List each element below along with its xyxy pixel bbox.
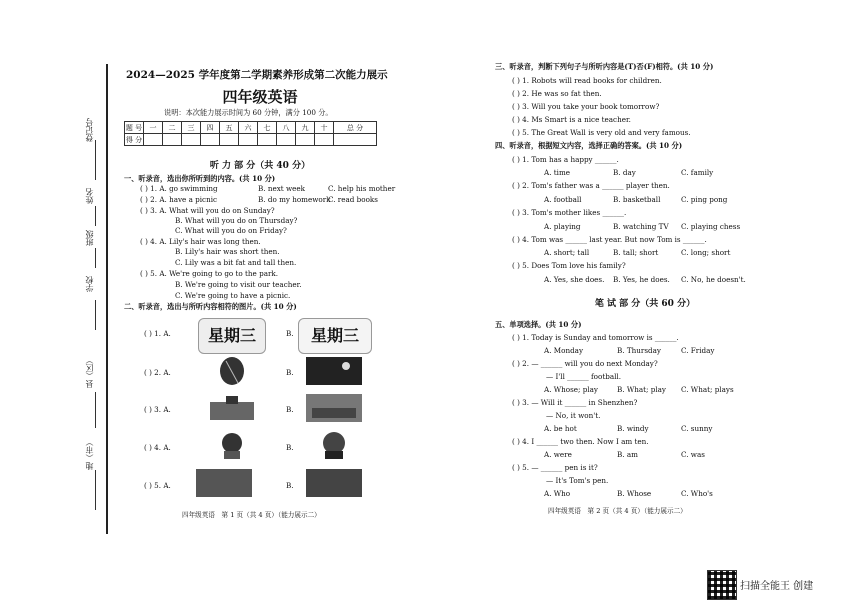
option-c[interactable]: C. family <box>681 168 714 177</box>
score-input[interactable] <box>201 134 220 146</box>
option-c[interactable]: C. No, he doesn't. <box>681 275 746 284</box>
question-text: ( ) 1. A. go swimming <box>140 184 218 193</box>
option-a[interactable]: A. Whose; play <box>544 385 598 394</box>
scanner-watermark: 扫描全能王 创建 <box>740 581 814 592</box>
tf-item: ( ) 1. Robots will read books for children. <box>512 76 662 85</box>
question-text: ( ) 5. A. We're going to go to the park. <box>140 269 279 278</box>
scene-background <box>196 469 252 497</box>
classroom-picture[interactable] <box>306 394 362 422</box>
head-shape <box>323 432 345 454</box>
scene-background <box>306 469 362 497</box>
option-c[interactable]: C. was <box>681 450 705 459</box>
question-text: ( ) 3. Tom's mother likes ______. <box>512 208 627 217</box>
score-input[interactable] <box>315 134 334 146</box>
question-text: ( ) 2. Tom's father was a ______ player then. <box>512 181 670 190</box>
score-table <box>124 121 377 146</box>
question-text: ( ) 5. Does Tom love his family? <box>512 261 626 270</box>
score-cell: 三 <box>182 122 201 134</box>
tf-item: ( ) 5. The Great Wall is very old and very famous. <box>512 128 691 137</box>
qr-code-icon <box>707 570 737 600</box>
margin-label-name: 姓名 <box>85 188 94 204</box>
option-b[interactable]: B. windy <box>617 424 649 433</box>
school-building-picture[interactable] <box>204 394 260 422</box>
margin-blank <box>95 206 96 226</box>
score-input[interactable] <box>144 134 163 146</box>
option-c[interactable]: C. Friday <box>681 346 715 355</box>
option-a[interactable]: A. time <box>544 168 571 177</box>
picture-question: ( ) 3. A. <box>144 405 171 414</box>
score-input[interactable] <box>220 134 239 146</box>
margin-blank <box>95 248 96 268</box>
body-shape <box>325 451 343 459</box>
option-b[interactable]: B. Thursday <box>617 346 661 355</box>
scene-background <box>306 357 362 385</box>
picture-question: ( ) 1. A. <box>144 329 171 338</box>
option-c[interactable]: C. sunny <box>681 424 713 433</box>
option-b[interactable]: B. Whose <box>617 489 652 498</box>
people-picture[interactable] <box>196 469 252 497</box>
score-input[interactable] <box>182 134 201 146</box>
question-text: ( ) 4. I ______ two then. Now I am ten. <box>512 437 649 446</box>
body-shape <box>224 451 240 459</box>
boy-picture[interactable] <box>204 431 260 459</box>
option-b[interactable]: B. What will you do on Thursday? <box>175 216 298 225</box>
written-heading: 笔 试 部 分（共 60 分） <box>594 299 696 309</box>
desk-shape <box>312 408 356 418</box>
picture-question: ( ) 4. A. <box>144 443 171 452</box>
question-text: ( ) 2. — ______ will you do next Monday? <box>512 359 658 368</box>
score-input[interactable] <box>334 134 377 146</box>
margin-label-school: 学校 <box>85 276 94 292</box>
option-b-label: B. <box>286 405 294 414</box>
page-1-footer: 四年级英语 第 1 页（共 4 页）（能力展示二） <box>182 511 321 519</box>
margin-blank <box>95 392 96 428</box>
option-c[interactable]: C. What will you do on Friday? <box>175 226 287 235</box>
question-text: ( ) 1. Today is Sunday and tomorrow is ______. <box>512 333 679 342</box>
margin-label-class: 班级 <box>85 230 94 246</box>
option-b[interactable]: B. day <box>613 168 636 177</box>
score-input[interactable] <box>239 134 258 146</box>
question-text: ( ) 2. A. have a picnic <box>140 195 218 204</box>
night-scene-picture[interactable] <box>306 357 362 385</box>
score-cell: 题 号 <box>125 123 143 132</box>
wednesday-card-a[interactable]: 星期三 <box>198 318 266 354</box>
option-c[interactable]: C. Lily was a bit fat and tall then. <box>175 258 297 267</box>
option-c[interactable]: C. ping pong <box>681 195 728 204</box>
question-text: ( ) 3. A. What will you do on Sunday? <box>140 206 275 215</box>
question-text: — It's Tom's pen. <box>546 476 609 485</box>
picture-question: ( ) 5. A. <box>144 481 171 490</box>
exam-note: 说明：本次能力展示时间为 60 分钟，满分 100 分。 <box>164 108 333 117</box>
margin-label-city: 地（市） <box>85 438 94 470</box>
head-shape <box>222 433 242 453</box>
score-input[interactable] <box>296 134 315 146</box>
option-c[interactable]: C. read books <box>328 195 378 204</box>
option-b[interactable]: B. We're going to visit our teacher. <box>175 280 302 289</box>
option-a[interactable]: A. Monday <box>544 346 584 355</box>
section-4-heading: 四、听录音，根据短文内容，选择正确的答案。(共 10 分) <box>495 141 683 150</box>
exam-title: 2024—2025 学年度第二学期素养形成第二次能力展示 <box>126 69 388 81</box>
score-cell: 五 <box>220 122 239 134</box>
question-text: — No, it won't. <box>546 411 601 420</box>
option-b[interactable]: B. tall; short <box>613 248 659 257</box>
tf-item: ( ) 2. He was so fat then. <box>512 89 602 98</box>
option-a[interactable]: A. be hot <box>544 424 577 433</box>
subject-title: 四年级英语 <box>222 88 298 106</box>
picture-question: ( ) 2. A. <box>144 368 171 377</box>
option-c[interactable]: C. playing chess <box>681 222 741 231</box>
tf-item: ( ) 3. Will you take your book tomorrow? <box>512 102 660 111</box>
option-b[interactable]: B. What; play <box>617 385 666 394</box>
score-row-label: 得 分 <box>125 135 143 144</box>
option-b[interactable]: B. watching TV <box>613 222 669 231</box>
option-b-label: B. <box>286 481 294 490</box>
section-5-heading: 五、单项选择。(共 10 分) <box>495 320 582 329</box>
option-a[interactable]: A. short; tall <box>544 248 590 257</box>
option-a[interactable]: A. Who <box>544 489 571 498</box>
option-a[interactable]: A. Yes, she does. <box>544 275 605 284</box>
option-a[interactable]: A. were <box>544 450 572 459</box>
option-a[interactable]: A. playing <box>544 222 581 231</box>
picnic-picture[interactable] <box>306 469 362 497</box>
question-text: ( ) 4. A. Lily's hair was long then. <box>140 237 261 246</box>
page-2-footer: 四年级英语 第 2 页（共 4 页）（能力展示二） <box>548 507 687 515</box>
option-b[interactable]: B. basketball <box>613 195 661 204</box>
option-b[interactable]: B. do my homework <box>258 195 331 204</box>
score-input[interactable] <box>277 134 296 146</box>
option-b-label: B. <box>286 368 294 377</box>
option-b[interactable]: B. Lily's hair was short then. <box>175 247 280 256</box>
option-c[interactable]: C. Who's <box>681 489 713 498</box>
option-c[interactable]: C. help his mother <box>328 184 396 193</box>
margin-blank <box>95 470 96 510</box>
score-cell: 二 <box>163 122 182 134</box>
score-cell: 一 <box>144 122 163 134</box>
score-input[interactable] <box>258 134 277 146</box>
option-c[interactable]: C. We're going to have a picnic. <box>175 291 291 300</box>
margin-label-county: 县（区） <box>85 356 94 388</box>
score-cell: 九 <box>296 122 315 134</box>
option-b[interactable]: B. am <box>617 450 638 459</box>
question-text: ( ) 5. — ______ pen is it? <box>512 463 598 472</box>
option-c[interactable]: C. What; plays <box>681 385 734 394</box>
margin-blank <box>95 300 96 330</box>
tf-item: ( ) 4. Ms Smart is a nice teacher. <box>512 115 631 124</box>
girl-picture[interactable] <box>306 431 362 459</box>
building-tower <box>226 396 238 404</box>
question-text: ( ) 3. — Will it ______ in Shenzhen? <box>512 398 638 407</box>
score-cell: 十 <box>315 122 334 134</box>
wednesday-card-b[interactable]: 星期三 <box>298 318 372 354</box>
score-cell: 七 <box>258 122 277 134</box>
question-text: ( ) 4. Tom was ______ last year. But now Tom is ______. <box>512 235 707 244</box>
section-2-heading: 二、听录音，选出与所听内容相符的图片。(共 10 分) <box>124 302 297 311</box>
question-text: ( ) 1. Tom has a happy ______. <box>512 155 619 164</box>
option-b-label: B. <box>286 329 294 338</box>
listening-heading: 听 力 部 分（共 40 分） <box>209 161 311 171</box>
score-cell: 四 <box>201 122 220 134</box>
question-text: — I'll ______ football. <box>546 372 621 381</box>
option-b[interactable]: B. Yes, he does. <box>613 275 670 284</box>
moon-shape <box>342 362 350 370</box>
option-b[interactable]: B. next week <box>258 184 305 193</box>
option-c[interactable]: C. long; short <box>681 248 731 257</box>
score-cell: 六 <box>239 122 258 134</box>
building-body <box>210 402 254 420</box>
option-b-label: B. <box>286 443 294 452</box>
score-cell: 八 <box>277 122 296 134</box>
margin-label-register: 登记号 <box>85 118 94 142</box>
option-a[interactable]: A. football <box>544 195 582 204</box>
leaf-picture[interactable] <box>204 357 260 385</box>
score-input[interactable] <box>163 134 182 146</box>
binding-line <box>106 64 108 534</box>
score-cell: 总 分 <box>334 122 377 134</box>
section-3-heading: 三、听录音，判断下列句子与所听内容是(T)否(F)相符。(共 10 分) <box>495 62 714 71</box>
section-1-heading: 一、听录音，选出你所听到的内容。(共 10 分) <box>124 174 276 183</box>
